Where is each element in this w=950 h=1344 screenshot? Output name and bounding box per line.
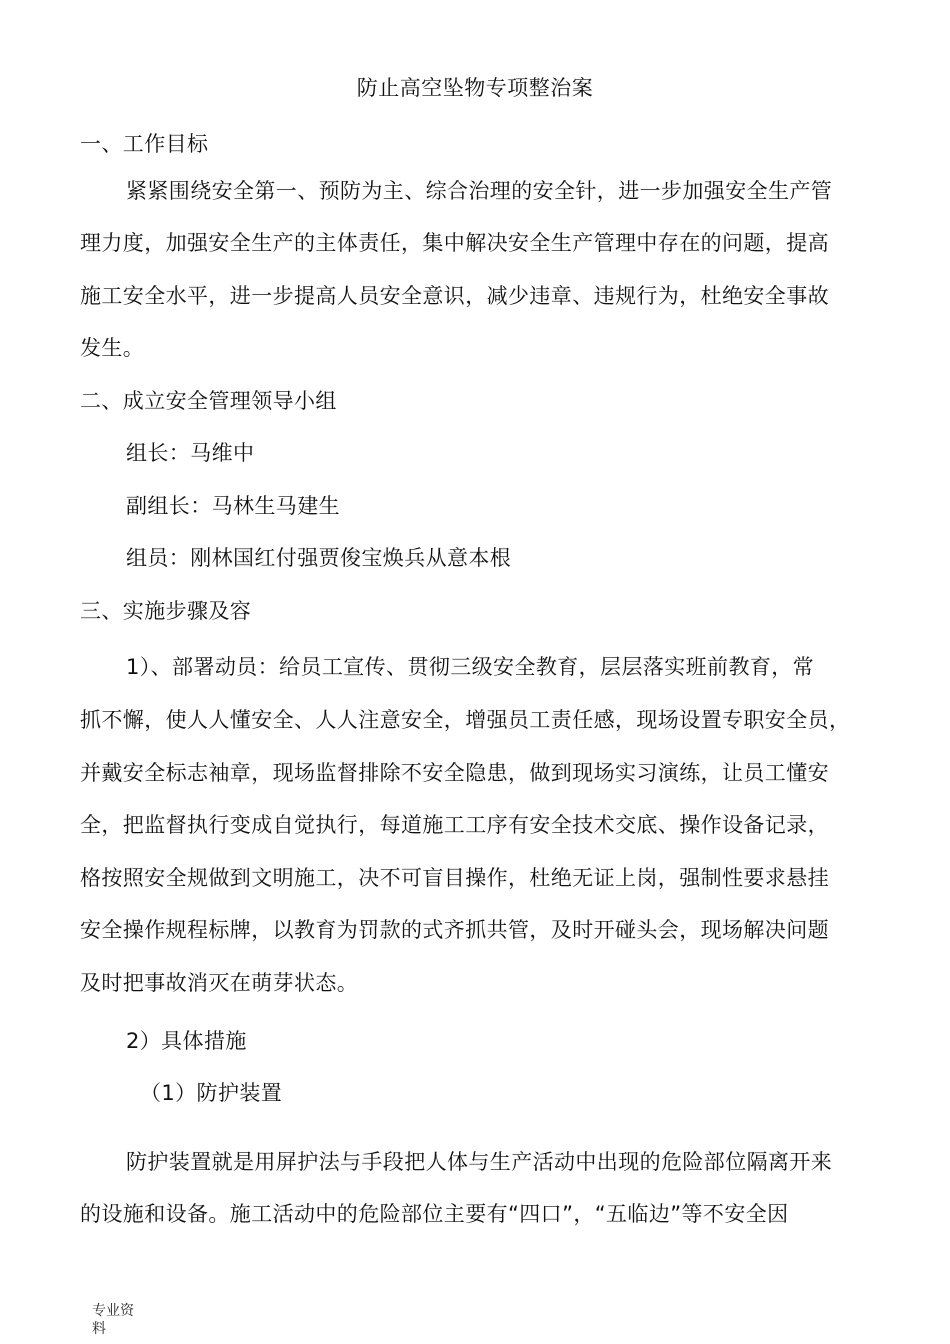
- footer-line: 专业资: [92, 1303, 134, 1319]
- paragraph-line: 抓不懈，使人人懂安全、人人注意安全，增强员工责任感，现场设置专职安全员，: [80, 708, 851, 732]
- section-heading-steps: 三、实施步骤及容: [80, 599, 252, 623]
- paragraph-line: 施工安全水平，进一步提高人员安全意识，减少违章、违规行为，杜绝安全事故: [80, 284, 829, 308]
- paragraph-line: 理力度，加强安全生产的主体责任，集中解决安全生产管理中存在的问题，提高: [80, 231, 829, 255]
- paragraph-line: 紧紧围绕安全第一、预防为主、综合治理的安全针，进一步加强安全生产管: [126, 179, 833, 203]
- paragraph-line: 1）、部署动员：给员工宣传、贯彻三级安全教育，层层落实班前教育，常: [126, 655, 815, 679]
- footer-line: 料: [92, 1321, 106, 1337]
- section-heading-team: 二、成立安全管理领导小组: [80, 389, 337, 413]
- paragraph-line: 防护装置就是用屏护法与手段把人体与生产活动中出现的危险部位隔离开来: [126, 1150, 833, 1174]
- team-deputy: 副组长：马林生马建生: [126, 494, 340, 518]
- section-heading-goals: 一、工作目标: [80, 132, 209, 156]
- paragraph-line: 发生。: [80, 336, 145, 360]
- team-leader: 组长：马维中: [126, 441, 255, 465]
- page-footer: [92, 1302, 152, 1338]
- paragraph-line: 并戴安全标志袖章，现场监督排除不安全隐患，做到现场实习演练，让员工懂安: [80, 761, 829, 785]
- team-members: 组员：刚林国红付强贾俊宝焕兵从意本根: [126, 546, 512, 570]
- subheading-measures: 2）具体措施: [126, 1029, 247, 1053]
- paragraph-line: 的设施和设备。施工活动中的危险部位主要有“四口”，“五临边”等不安全因: [80, 1202, 789, 1226]
- document-title: 防止高空坠物专项整治案: [356, 76, 594, 100]
- paragraph-line: 格按照安全规做到文明施工，决不可盲目操作，杜绝无证上岗，强制性要求悬挂: [80, 866, 829, 890]
- paragraph-line: 安全操作规程标牌，以教育为罚款的式齐抓共管，及时开碰头会，现场解决问题: [80, 918, 829, 942]
- subheading-protection: （1）防护装置: [140, 1081, 283, 1105]
- paragraph-line: 全，把监督执行变成自觉执行，每道施工工序有安全技术交底、操作设备记录，: [80, 813, 829, 837]
- paragraph-line: 及时把事故消灭在萌芽状态。: [80, 971, 359, 995]
